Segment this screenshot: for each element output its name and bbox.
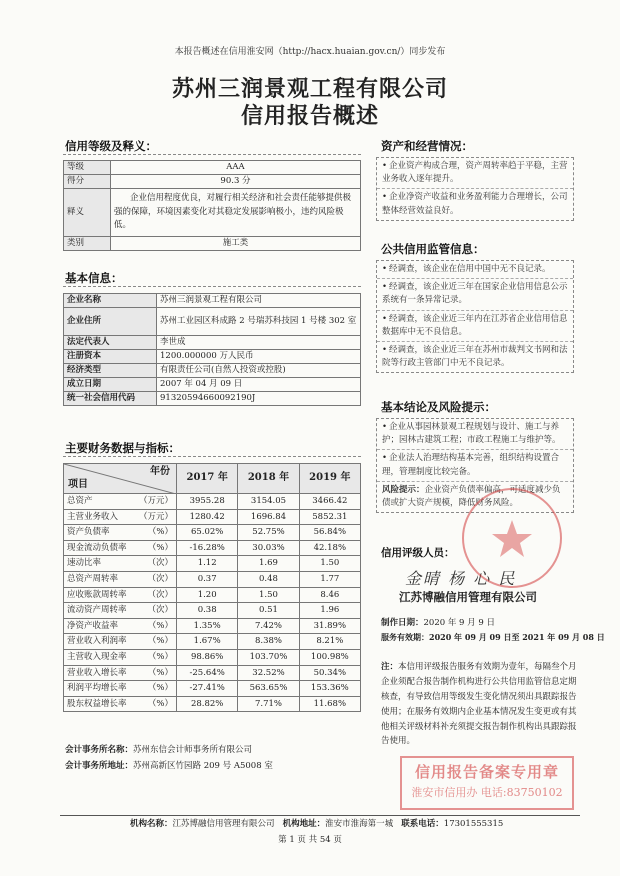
finance-cell: 1.35% <box>177 618 238 634</box>
finance-cell: 3466.42 <box>299 494 360 510</box>
finance-row-label: 现金流动负债率 （%） <box>64 540 177 556</box>
year-header: 年份 <box>150 466 170 477</box>
finance-row <box>64 681 361 697</box>
audit-firm-label: 会计事务所名称： <box>65 745 134 755</box>
finance-divider <box>63 456 361 457</box>
finance-cell: 56.84% <box>299 525 360 541</box>
finance-cell: 1.50 <box>238 587 299 603</box>
footer-info: 机构名称：江苏博融信用管理有限公司 机构地址：淮安市淮海第一城 联系电话：17301555315 <box>130 819 504 829</box>
finance-cell: 1.67% <box>177 634 238 650</box>
assets-item: • 企业净资产收益和业务盈利能力合理增长，公司整体经营效益良好。 <box>382 192 568 216</box>
basic-divider <box>63 286 361 287</box>
finance-cell: -16.28% <box>177 540 238 556</box>
finance-cell: 1280.42 <box>177 509 238 525</box>
finance-row <box>64 494 361 510</box>
definition-value: 企业信用程度优良，对履行相关经济和社会责任能够提供极强的保障，环境因素变化对其稳定发展影响极小，违约风险极低。 <box>111 189 361 237</box>
finance-cell: 1696.84 <box>238 509 299 525</box>
finance-cell: 103.70% <box>238 649 299 665</box>
finance-row <box>64 649 361 665</box>
finance-row-label: 营业收入增长率 （%） <box>64 665 177 681</box>
finance-cell: 0.38 <box>177 603 238 619</box>
finance-row-label: 总资产 （万元） <box>64 494 177 510</box>
finance-cell: 8.38% <box>238 634 299 650</box>
basic-heading: 基本信息： <box>65 271 123 285</box>
finance-cell: 0.51 <box>238 603 299 619</box>
public-heading: 公共信用监管信息： <box>381 242 485 256</box>
finance-heading: 主要财务数据与指标： <box>65 441 180 455</box>
category-value: 施工类 <box>111 237 361 251</box>
capital-value: 1200.000000 万人民币 <box>157 350 361 364</box>
date-line: 制作日期：2020 年 9 月 9 日 <box>381 618 495 628</box>
seal-star-icon <box>464 490 560 586</box>
finance-cell: 52.75% <box>238 525 299 541</box>
audit-firm-name: 苏州东信会计师事务所有限公司 <box>133 745 253 755</box>
economic-type-label: 经济类型 <box>64 364 157 378</box>
rating-label: 等级 <box>64 161 111 175</box>
agency-name: 江苏博融信用管理有限公司 <box>399 590 537 604</box>
validity-line: 服务有效期：2020 年 09 月 09 日至 2021 年 09 月 08 日 <box>381 632 605 642</box>
finance-cell: 3154.05 <box>238 494 299 510</box>
note-paragraph: 注：本信用评级报告服务有效期为壹年，每隔叁个月企业须配合报告制作机构进行公共信用监管信息定期核查，有导致信用等级发生变化情况须出具跟踪报告使用；在服务有效期内企业基本情况发生变更或有其他相关评级材料补充须提交报告制作机构出具跟踪报告使用。 <box>381 662 577 747</box>
finance-row <box>64 665 361 681</box>
publication-notice: 本报告概述在信用淮安网（http://hacx.huaian.gov.cn/）同步发布 <box>174 47 446 57</box>
footer-phone: 17301555315 <box>443 819 504 829</box>
finance-cell: 42.18% <box>299 540 360 556</box>
finance-row <box>64 509 361 525</box>
legal-rep-value: 李世成 <box>157 336 361 350</box>
finance-cell: 7.42% <box>238 618 299 634</box>
score-value: 90.3 分 <box>111 175 361 189</box>
audit-firm <box>65 743 252 755</box>
finance-row-label: 净资产收益率 （%） <box>64 618 177 634</box>
year-2018-header: 2018 年 <box>238 464 299 494</box>
audit-address <box>65 759 273 771</box>
finance-row <box>64 556 361 572</box>
finance-cell: -27.41% <box>177 681 238 697</box>
credit-code-value: 91320594660092190J <box>157 392 361 406</box>
footer-address: 淮安市淮海第一城 <box>325 819 394 829</box>
finance-cell: 8.46 <box>299 587 360 603</box>
finance-cell: 11.68% <box>299 696 360 712</box>
finance-body <box>64 494 361 712</box>
raters-label: 信用评级人员： <box>381 547 455 559</box>
finance-row <box>64 540 361 556</box>
finance-row <box>64 696 361 712</box>
finance-cell: 1.12 <box>177 556 238 572</box>
company-name-label: 企业名称 <box>64 294 157 308</box>
conclusion-item: • 企业从事园林景观工程规划与设计、施工与养护；园林古建筑工程；市政工程施工与维护等。 <box>377 419 573 450</box>
public-box <box>376 260 574 373</box>
finance-table <box>63 463 361 712</box>
validity-value: 2020 年 09 月 09 日至 2021 年 09 月 08 日 <box>429 632 605 642</box>
finance-cell: 1.96 <box>299 603 360 619</box>
finance-cell: 32.52% <box>238 665 299 681</box>
public-item: • 经调查，该企业近三年在苏州市裁判文书网和法院等行政主管部门中无不良记录。 <box>382 344 568 369</box>
finance-row-label: 利润平均增长率 （%） <box>64 681 177 697</box>
assets-box <box>376 157 574 221</box>
finance-row-label: 主营业务收入 （万元） <box>64 509 177 525</box>
finance-row-label: 速动比率 （次） <box>64 556 177 572</box>
filing-stamp-contact: 淮安市信用办 电话:83750102 <box>411 786 563 799</box>
finance-row-label: 资产负债率 （%） <box>64 525 177 541</box>
page-number: 第 1 页 共 54 页 <box>278 835 342 845</box>
rating-table <box>63 160 361 251</box>
category-label: 类别 <box>64 237 111 251</box>
report-title: 信用报告概述 <box>240 103 379 129</box>
agency-seal <box>462 488 562 588</box>
signature: 金晴 杨 心 民 <box>405 569 517 588</box>
footer-rule <box>60 815 580 816</box>
finance-cell: 0.37 <box>177 571 238 587</box>
finance-cell: 0.48 <box>238 571 299 587</box>
finance-cell: 5852.31 <box>299 509 360 525</box>
audit-address-label: 会计事务所地址： <box>65 761 134 771</box>
audit-address-value: 苏州高新区竹园路 209 号 A5008 室 <box>133 761 273 771</box>
address-value: 苏州工业园区科成路 2 号瑞苏科技园 1 号楼 302 室 <box>157 308 361 336</box>
year-2019-header: 2019 年 <box>299 464 360 494</box>
finance-row <box>64 571 361 587</box>
rating-value: AAA <box>111 161 361 175</box>
finance-cell: -25.64% <box>177 665 238 681</box>
company-title: 苏州三润景观工程有限公司 <box>171 76 448 102</box>
public-item: • 经调查，该企业在信用中国中无不良记录。 <box>377 261 573 279</box>
item-header: 项目 <box>68 478 88 490</box>
finance-row-label: 总资产周转率 （次） <box>64 571 177 587</box>
year-2017-header: 2017 年 <box>177 464 238 494</box>
public-item: • 经调查，该企业近三年内在江苏省企业信用信息数据库中无不良信息。 <box>377 311 573 342</box>
public-item: • 经调查，该企业近三年在国家企业信用信息公示系统有一条异常记录。 <box>377 279 573 310</box>
footer-org: 江苏博融信用管理有限公司 <box>172 819 275 829</box>
founded-label: 成立日期 <box>64 378 157 392</box>
finance-cell: 65.02% <box>177 525 238 541</box>
finance-cell: 50.34% <box>299 665 360 681</box>
finance-row-label: 应收账款周转率 （次） <box>64 587 177 603</box>
assets-heading: 资产和经营情况： <box>381 139 473 153</box>
finance-row <box>64 587 361 603</box>
filing-stamp-title: 信用报告备案专用章 <box>414 763 559 781</box>
basic-info-table <box>63 293 361 406</box>
finance-cell: 98.86% <box>177 649 238 665</box>
note-text: 本信用评级报告服务有效期为壹年，每隔叁个月企业须配合报告制作机构进行公共信用监管信息定期核查，有导致信用等级发生变化情况须出具跟踪报告使用；在服务有效期内企业基本情况发生变更或有其他相关评级材料补充须提交报告制作机构出具跟踪报告使用。 <box>381 662 577 747</box>
finance-cell: 1.20 <box>177 587 238 603</box>
finance-cell: 31.89% <box>299 618 360 634</box>
address-label: 企业住所 <box>64 308 157 336</box>
company-name-value: 苏州三润景观工程有限公司 <box>157 294 361 308</box>
legal-rep-label: 法定代表人 <box>64 336 157 350</box>
finance-cell: 563.65% <box>238 681 299 697</box>
finance-cell: 30.03% <box>238 540 299 556</box>
filing-stamp <box>400 756 574 810</box>
finance-row <box>64 603 361 619</box>
risk-note: 风险提示：企业资产负债率偏高，可适度减少负债或扩大资产规模，降低财务风险。 <box>382 484 561 508</box>
finance-corner-cell <box>64 464 177 494</box>
conclusion-item: • 企业法人治理结构基本完善，组织结构设置合理，管理制度比较完备。 <box>377 450 573 481</box>
credit-code-label: 统一社会信用代码 <box>64 392 157 406</box>
finance-cell: 7.71% <box>238 696 299 712</box>
finance-row-label: 主营收入现金率 （%） <box>64 649 177 665</box>
finance-cell: 28.82% <box>177 696 238 712</box>
finance-cell: 1.50 <box>299 556 360 572</box>
rating-heading: 信用等级及释义： <box>65 139 157 153</box>
finance-cell: 8.21% <box>299 634 360 650</box>
founded-value: 2007 年 04 月 09 日 <box>157 378 361 392</box>
date-value: 2020 年 9 月 9 日 <box>423 618 495 628</box>
assets-item: • 企业资产构成合理，资产周转率趋于平稳，主营业务收入逐年提升。 <box>377 158 573 189</box>
finance-cell: 1.69 <box>238 556 299 572</box>
economic-type-value: 有限责任公司(自然人投资或控股) <box>157 364 361 378</box>
finance-cell: 100.98% <box>299 649 360 665</box>
definition-label: 释义 <box>64 189 111 237</box>
finance-row-label: 股东权益增长率 （%） <box>64 696 177 712</box>
finance-cell: 1.77 <box>299 571 360 587</box>
finance-cell: 3955.28 <box>177 494 238 510</box>
rating-divider <box>63 154 361 155</box>
finance-row <box>64 525 361 541</box>
finance-row <box>64 618 361 634</box>
capital-label: 注册资本 <box>64 350 157 364</box>
finance-row <box>64 634 361 650</box>
finance-row-label: 流动资产周转率 （次） <box>64 603 177 619</box>
score-label: 得分 <box>64 175 111 189</box>
conclusion-heading: 基本结论及风险提示： <box>381 400 496 414</box>
finance-cell: 153.36% <box>299 681 360 697</box>
finance-row-label: 营业收入利润率 （%） <box>64 634 177 650</box>
